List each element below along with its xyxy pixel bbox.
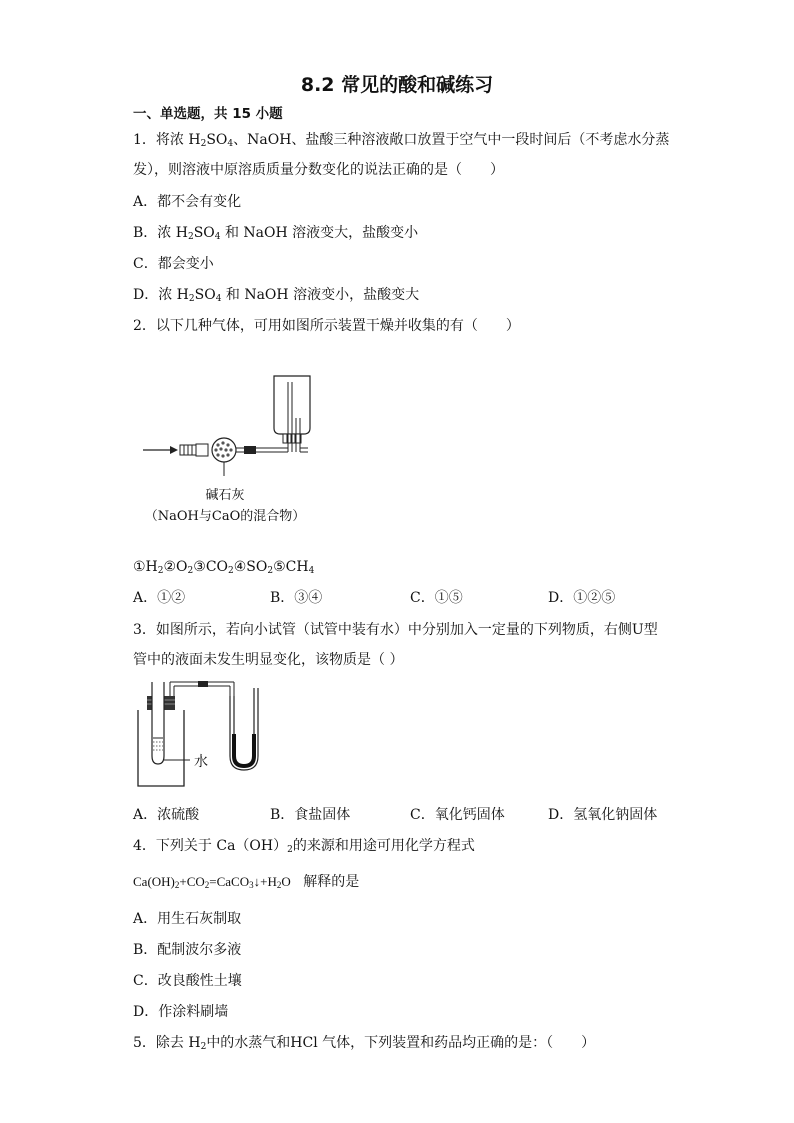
- q4-option-b[interactable]: B．配制波尔多液: [133, 942, 242, 958]
- q2-option-b[interactable]: B．③④: [270, 590, 323, 606]
- q2-stem: 2．以下几种气体，可用如图所示装置干燥并收集的有（ ）: [133, 318, 520, 334]
- water-label: 水: [194, 754, 208, 770]
- q1-option-a[interactable]: A．都不会有变化: [133, 194, 242, 210]
- q1-stem-line1: 1．将浓 $H_2SO_4$、NaOH、盐酸三种溶液敞口放置于空气中一段时间后（不考虑水分蒸: [133, 132, 670, 149]
- drying-agent-label: 碱石灰: [205, 488, 245, 503]
- q3-option-d[interactable]: D．氢氧化钠固体: [548, 807, 658, 823]
- q2-option-a[interactable]: A．①②: [133, 590, 186, 606]
- q3-option-b[interactable]: B．食盐固体: [270, 807, 351, 823]
- q3-option-a[interactable]: A．浓硫酸: [133, 807, 200, 823]
- q3-stem-line1: 3．如图所示，若向小试管（试管中装有水）中分别加入一定量的下列物质，右侧U型: [133, 622, 658, 638]
- q2-option-d[interactable]: D．①②⑤: [548, 590, 616, 606]
- q1-option-b[interactable]: B．浓 $H_2SO_4$ 和 NaOH 溶液变大，盐酸变小: [133, 225, 419, 242]
- q4-equation-line: $Ca(OH)_2+CO_2=CaCO_3↓+H_2O$ 解释的是: [133, 874, 360, 890]
- q4-equation: $Ca(OH)_2+CO_2=CaCO_3↓+H_2O$: [133, 874, 291, 890]
- q3-stem-line2: 管中的液面未发生明显变化，该物质是（ ）: [133, 652, 404, 668]
- q4-stem-line1: 4．下列关于 $Ca(OH)_2$的来源和用途可用化学方程式: [133, 838, 475, 855]
- q4-option-a[interactable]: A．用生石灰制取: [133, 911, 242, 927]
- u-tube-apparatus-figure: [130, 678, 290, 798]
- q1-option-d[interactable]: D．浓 $H_2SO_4$ 和 NaOH 溶液变小，盐酸变大: [133, 287, 420, 304]
- q5-stem: 5．除去 $H_2$中的水蒸气和HCl 气体，下列装置和药品均正确的是：（ ）: [133, 1035, 596, 1052]
- q4-option-c[interactable]: C．改良酸性土壤: [133, 973, 242, 989]
- page-title: 8.2 常见的酸和碱练习: [300, 74, 494, 96]
- q3-option-c[interactable]: C．氧化钙固体: [410, 807, 505, 823]
- q4-option-d[interactable]: D．作涂料刷墙: [133, 1004, 229, 1020]
- drying-apparatus-figure: [140, 368, 320, 478]
- section-heading: 一、单选题，共 15 小题: [133, 106, 283, 122]
- q1-stem-line2: 发），则溶液中原溶质质量分数变化的说法正确的是（ ）: [133, 162, 504, 178]
- q1-option-c[interactable]: C．都会变小: [133, 256, 214, 272]
- q2-gas-list: $①H_2②O_2③CO_2④SO_2⑤CH_4$: [133, 559, 315, 576]
- drying-agent-note: （NaOH与CaO的混合物）: [144, 509, 306, 524]
- q2-option-c[interactable]: C．①⑤: [410, 590, 463, 606]
